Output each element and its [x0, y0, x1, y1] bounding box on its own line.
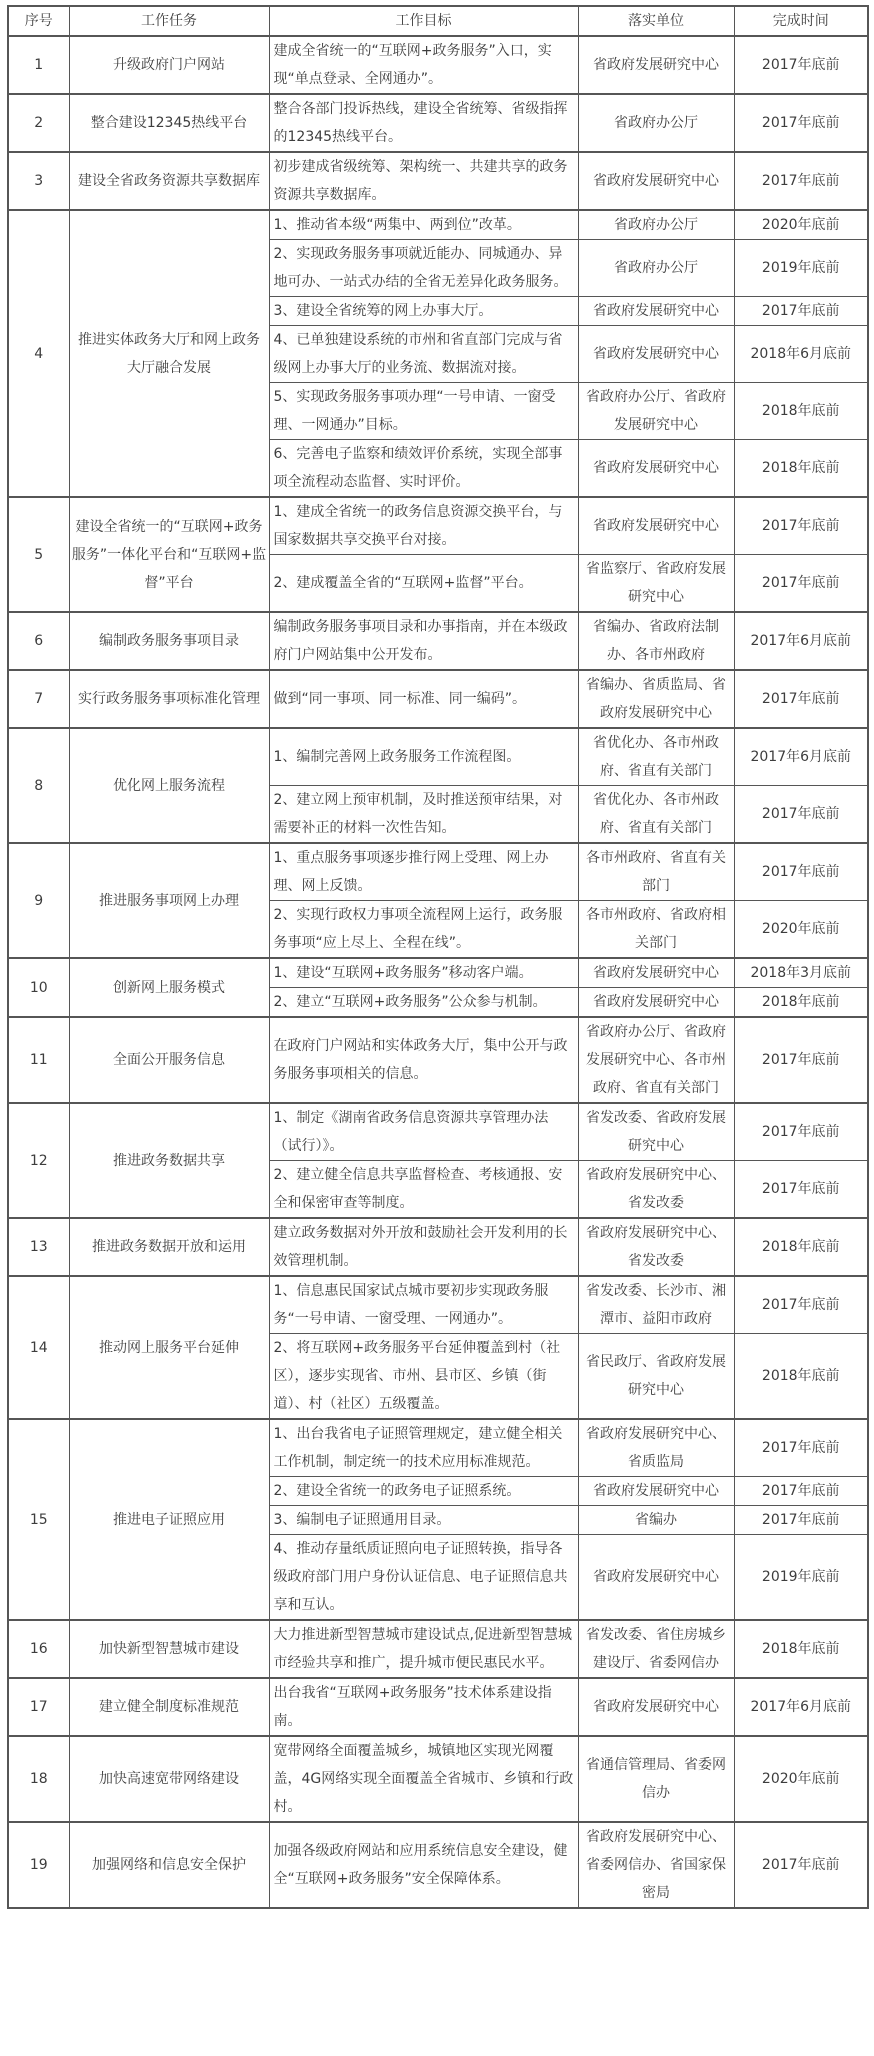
- unit-cell: 省政府发展研究中心: [578, 1678, 734, 1736]
- table-row: [8, 612, 868, 670]
- goal-cell: 1、建成全省统一的政务信息资源交换平台，与国家数据共享交换平台对接。: [269, 497, 578, 555]
- unit-cell: 省政府发展研究中心、省发改委: [578, 1218, 734, 1276]
- row-number-cell: 3: [8, 152, 69, 210]
- time-cell: 2018年底前: [734, 1334, 868, 1420]
- table-row: [8, 958, 868, 988]
- row-number-cell: 8: [8, 728, 69, 843]
- row-number-cell: 11: [8, 1017, 69, 1103]
- goal-cell: 2、实现政务服务事项就近能办、同城通办、异地可办、一站式办结的全省无差异化政务服务。: [269, 240, 578, 297]
- column-header: 工作目标: [269, 6, 578, 36]
- task-cell: 推动网上服务平台延伸: [69, 1276, 269, 1419]
- time-cell: 2018年6月底前: [734, 326, 868, 383]
- table-row: [8, 728, 868, 786]
- header-row: [8, 6, 868, 36]
- row-number-cell: 4: [8, 210, 69, 497]
- time-cell: 2017年底前: [734, 1103, 868, 1161]
- goal-cell: 2、建设全省统一的政务电子证照系统。: [269, 1477, 578, 1506]
- goal-cell: 在政府门户网站和实体政务大厅，集中公开与政务服务事项相关的信息。: [269, 1017, 578, 1103]
- row-number-cell: 19: [8, 1822, 69, 1908]
- time-cell: 2020年底前: [734, 901, 868, 959]
- unit-cell: 各市州政府、省政府相关部门: [578, 901, 734, 959]
- goal-cell: 宽带网络全面覆盖城乡，城镇地区实现光网覆盖，4G网络实现全面覆盖全省城市、乡镇和行政村。: [269, 1736, 578, 1822]
- goal-cell: 1、信息惠民国家试点城市要初步实现政务服务“一号申请、一窗受理、一网通办”。: [269, 1276, 578, 1334]
- row-number-cell: 14: [8, 1276, 69, 1419]
- task-cell: 加快新型智慧城市建设: [69, 1620, 269, 1678]
- time-cell: 2017年底前: [734, 1822, 868, 1908]
- goal-cell: 1、出台我省电子证照管理规定，建立健全相关工作机制，制定统一的技术应用标准规范。: [269, 1419, 578, 1477]
- task-cell: 推进政务数据开放和运用: [69, 1218, 269, 1276]
- goal-cell: 4、推动存量纸质证照向电子证照转换，指导各级政府部门用户身份认证信息、电子证照信息共享和互认。: [269, 1535, 578, 1621]
- task-cell: 加强网络和信息安全保护: [69, 1822, 269, 1908]
- time-cell: 2020年底前: [734, 1736, 868, 1822]
- time-cell: 2017年底前: [734, 1276, 868, 1334]
- column-header: 序号: [8, 6, 69, 36]
- time-cell: 2018年底前: [734, 440, 868, 498]
- table-row: [8, 210, 868, 240]
- unit-cell: 省通信管理局、省委网信办: [578, 1736, 734, 1822]
- time-cell: 2017年底前: [734, 1419, 868, 1477]
- time-cell: 2017年底前: [734, 94, 868, 152]
- goal-cell: 建成全省统一的“互联网+政务服务”入口，实现“单点登录、全网通办”。: [269, 36, 578, 94]
- time-cell: 2017年底前: [734, 786, 868, 844]
- task-cell: 推进电子证照应用: [69, 1419, 269, 1620]
- task-cell: 建设全省政务资源共享数据库: [69, 152, 269, 210]
- table-row: [8, 1103, 868, 1161]
- time-cell: 2017年底前: [734, 497, 868, 555]
- table-row: [8, 497, 868, 555]
- goal-cell: 1、编制完善网上政务服务工作流程图。: [269, 728, 578, 786]
- unit-cell: 省政府发展研究中心: [578, 1535, 734, 1621]
- table-row: [8, 1736, 868, 1822]
- time-cell: 2020年底前: [734, 210, 868, 240]
- time-cell: 2017年6月底前: [734, 1678, 868, 1736]
- task-cell: 建设全省统一的“互联网+政务服务”一体化平台和“互联网+监督”平台: [69, 497, 269, 612]
- time-cell: 2019年底前: [734, 1535, 868, 1621]
- task-cell: 整合建设12345热线平台: [69, 94, 269, 152]
- task-cell: 全面公开服务信息: [69, 1017, 269, 1103]
- time-cell: 2017年底前: [734, 1017, 868, 1103]
- unit-cell: 省民政厅、省政府发展研究中心: [578, 1334, 734, 1420]
- goal-cell: 2、建立网上预审机制，及时推送预审结果，对需要补正的材料一次性告知。: [269, 786, 578, 844]
- unit-cell: 省政府发展研究中心: [578, 988, 734, 1018]
- table-row: [8, 1620, 868, 1678]
- task-cell: 推进政务数据共享: [69, 1103, 269, 1218]
- task-cell: 优化网上服务流程: [69, 728, 269, 843]
- goal-cell: 加强各级政府网站和应用系统信息安全建设，健全“互联网+政务服务”安全保障体系。: [269, 1822, 578, 1908]
- unit-cell: 省政府发展研究中心: [578, 152, 734, 210]
- unit-cell: 省政府发展研究中心: [578, 326, 734, 383]
- goal-cell: 1、重点服务事项逐步推行网上受理、网上办理、网上反馈。: [269, 843, 578, 901]
- task-cell: 推进服务事项网上办理: [69, 843, 269, 958]
- goal-cell: 4、已单独建设系统的市州和省直部门完成与省级网上办事大厅的业务流、数据流对接。: [269, 326, 578, 383]
- task-cell: 加快高速宽带网络建设: [69, 1736, 269, 1822]
- time-cell: 2018年底前: [734, 988, 868, 1018]
- unit-cell: 省政府发展研究中心、省委网信办、省国家保密局: [578, 1822, 734, 1908]
- row-number-cell: 7: [8, 670, 69, 728]
- goal-cell: 1、建设“互联网+政务服务”移动客户端。: [269, 958, 578, 988]
- unit-cell: 各市州政府、省直有关部门: [578, 843, 734, 901]
- goal-cell: 大力推进新型智慧城市建设试点,促进新型智慧城市经验共享和推广，提升城市便民惠民水平。: [269, 1620, 578, 1678]
- time-cell: 2017年底前: [734, 152, 868, 210]
- table-row: [8, 1276, 868, 1334]
- row-number-cell: 10: [8, 958, 69, 1017]
- table-row: [8, 670, 868, 728]
- goal-cell: 1、推动省本级“两集中、两到位”改革。: [269, 210, 578, 240]
- unit-cell: 省政府办公厅、省政府发展研究中心: [578, 383, 734, 440]
- goal-cell: 出台我省“互联网+政务服务”技术体系建设指南。: [269, 1678, 578, 1736]
- time-cell: 2017年底前: [734, 1161, 868, 1219]
- task-cell: 升级政府门户网站: [69, 36, 269, 94]
- goal-cell: 做到“同一事项、同一标准、同一编码”。: [269, 670, 578, 728]
- time-cell: 2017年底前: [734, 670, 868, 728]
- time-cell: 2018年底前: [734, 383, 868, 440]
- task-cell: 创新网上服务模式: [69, 958, 269, 1017]
- row-number-cell: 17: [8, 1678, 69, 1736]
- unit-cell: 省优化办、各市州政府、省直有关部门: [578, 728, 734, 786]
- row-number-cell: 1: [8, 36, 69, 94]
- unit-cell: 省政府发展研究中心: [578, 297, 734, 326]
- row-number-cell: 15: [8, 1419, 69, 1620]
- goal-cell: 初步建成省级统筹、架构统一、共建共享的政务资源共享数据库。: [269, 152, 578, 210]
- unit-cell: 省政府发展研究中心: [578, 497, 734, 555]
- task-cell: 编制政务服务事项目录: [69, 612, 269, 670]
- time-cell: 2017年底前: [734, 1506, 868, 1535]
- goal-cell: 2、建立“互联网+政务服务”公众参与机制。: [269, 988, 578, 1018]
- unit-cell: 省政府发展研究中心、省发改委: [578, 1161, 734, 1219]
- time-cell: 2018年底前: [734, 1218, 868, 1276]
- table-row: [8, 94, 868, 152]
- unit-cell: 省政府办公厅、省政府发展研究中心、各市州政府、省直有关部门: [578, 1017, 734, 1103]
- goal-cell: 2、实现行政权力事项全流程网上运行，政务服务事项“应上尽上、全程在线”。: [269, 901, 578, 959]
- time-cell: 2018年3月底前: [734, 958, 868, 988]
- time-cell: 2017年底前: [734, 1477, 868, 1506]
- table-row: [8, 1218, 868, 1276]
- goal-cell: 6、完善电子监察和绩效评价系统，实现全部事项全流程动态监督、实时评价。: [269, 440, 578, 498]
- table-row: [8, 36, 868, 94]
- goal-cell: 2、建成覆盖全省的“互联网+监督”平台。: [269, 555, 578, 613]
- unit-cell: 省政府发展研究中心: [578, 1477, 734, 1506]
- goal-cell: 建立政务数据对外开放和鼓励社会开发利用的长效管理机制。: [269, 1218, 578, 1276]
- unit-cell: 省政府发展研究中心: [578, 440, 734, 498]
- row-number-cell: 12: [8, 1103, 69, 1218]
- column-header: 落实单位: [578, 6, 734, 36]
- work-plan-table: [7, 5, 869, 1909]
- unit-cell: 省发改委、长沙市、湘潭市、益阳市政府: [578, 1276, 734, 1334]
- row-number-cell: 18: [8, 1736, 69, 1822]
- table-row: [8, 1822, 868, 1908]
- table-row: [8, 1017, 868, 1103]
- unit-cell: 省政府发展研究中心: [578, 36, 734, 94]
- column-header: 完成时间: [734, 6, 868, 36]
- goal-cell: 2、将互联网+政务服务平台延伸覆盖到村（社区），逐步实现省、市州、县市区、乡镇（街道）、村（社区）五级覆盖。: [269, 1334, 578, 1420]
- task-cell: 建立健全制度标准规范: [69, 1678, 269, 1736]
- row-number-cell: 5: [8, 497, 69, 612]
- table-row: [8, 843, 868, 901]
- time-cell: 2017年底前: [734, 36, 868, 94]
- unit-cell: 省编办、省质监局、省政府发展研究中心: [578, 670, 734, 728]
- column-header: 工作任务: [69, 6, 269, 36]
- unit-cell: 省政府发展研究中心、省质监局: [578, 1419, 734, 1477]
- table-row: [8, 1419, 868, 1477]
- goal-cell: 1、制定《湖南省政务信息资源共享管理办法（试行）》。: [269, 1103, 578, 1161]
- time-cell: 2017年6月底前: [734, 728, 868, 786]
- task-cell: 推进实体政务大厅和网上政务大厅融合发展: [69, 210, 269, 497]
- unit-cell: 省政府办公厅: [578, 240, 734, 297]
- time-cell: 2017年底前: [734, 843, 868, 901]
- goal-cell: 整合各部门投诉热线，建设全省统筹、省级指挥的12345热线平台。: [269, 94, 578, 152]
- time-cell: 2017年底前: [734, 297, 868, 326]
- time-cell: 2018年底前: [734, 1620, 868, 1678]
- unit-cell: 省政府办公厅: [578, 94, 734, 152]
- unit-cell: 省编办、省政府法制办、各市州政府: [578, 612, 734, 670]
- unit-cell: 省发改委、省住房城乡建设厅、省委网信办: [578, 1620, 734, 1678]
- goal-cell: 5、实现政务服务事项办理“一号申请、一窗受理、一网通办”目标。: [269, 383, 578, 440]
- goal-cell: 3、编制电子证照通用目录。: [269, 1506, 578, 1535]
- unit-cell: 省政府发展研究中心: [578, 958, 734, 988]
- goal-cell: 编制政务服务事项目录和办事指南，并在本级政府门户网站集中公开发布。: [269, 612, 578, 670]
- time-cell: 2017年6月底前: [734, 612, 868, 670]
- time-cell: 2017年底前: [734, 555, 868, 613]
- unit-cell: 省优化办、各市州政府、省直有关部门: [578, 786, 734, 844]
- task-cell: 实行政务服务事项标准化管理: [69, 670, 269, 728]
- table-row: [8, 152, 868, 210]
- unit-cell: 省编办: [578, 1506, 734, 1535]
- row-number-cell: 16: [8, 1620, 69, 1678]
- goal-cell: 3、建设全省统筹的网上办事大厅。: [269, 297, 578, 326]
- time-cell: 2019年底前: [734, 240, 868, 297]
- goal-cell: 2、建立健全信息共享监督检查、考核通报、安全和保密审查等制度。: [269, 1161, 578, 1219]
- row-number-cell: 6: [8, 612, 69, 670]
- unit-cell: 省监察厅、省政府发展研究中心: [578, 555, 734, 613]
- row-number-cell: 2: [8, 94, 69, 152]
- row-number-cell: 13: [8, 1218, 69, 1276]
- unit-cell: 省发改委、省政府发展研究中心: [578, 1103, 734, 1161]
- table-row: [8, 1678, 868, 1736]
- row-number-cell: 9: [8, 843, 69, 958]
- unit-cell: 省政府办公厅: [578, 210, 734, 240]
